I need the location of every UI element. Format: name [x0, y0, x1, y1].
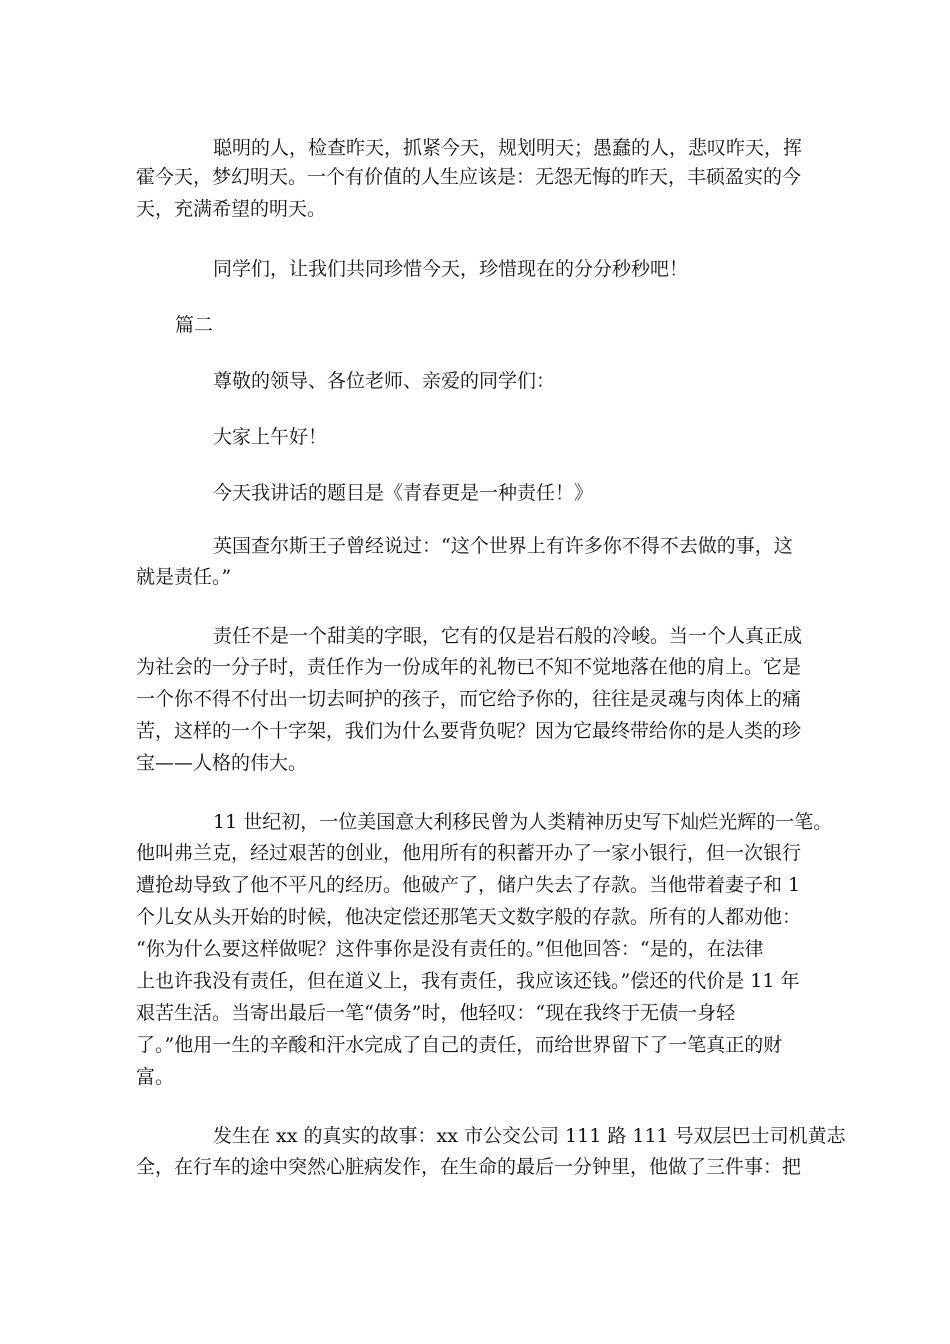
- text-line: 他叫弗兰克，经过艰苦的创业，他用所有的积蓄开办了一家小银行，但一次银行: [136, 842, 802, 864]
- text-line: 全，在行车的途中突然心脏病发作，在生命的最后一分钟里，他做了三件事：把: [136, 1156, 802, 1178]
- text-line: 艰苦生活。当寄出最后一笔“债务”时，他轻叹：“现在我终于无债一身轻: [136, 1002, 736, 1024]
- text-line: 霍今天，梦幻明天。一个有价值的人生应该是：无怨无悔的昨天，丰硕盈实的今: [136, 166, 802, 188]
- text-line: 遭抢劫导致了他不平凡的经历。他破产了，储户失去了存款。当他带着妻子和 1: [136, 874, 801, 896]
- text-line: 苦，这样的一个十字架，我们为什么要背负呢？因为它最终带给你的是人类的珍: [136, 720, 802, 742]
- text-line: 富。: [136, 1066, 175, 1088]
- text-line: 11 世纪初，一位美国意大利移民曾为人类精神历史写下灿烂光辉的一笔。: [213, 811, 833, 833]
- text-line: 了。”他用一生的辛酸和汗水完成了自己的责任，而给世界留下了一笔真正的财: [136, 1034, 783, 1056]
- text-line: 责任不是一个甜美的字眼，它有的仅是岩石般的冷峻。当一个人真正成: [213, 625, 803, 647]
- salutation: 尊敬的领导、各位老师、亲爱的同学们：: [213, 370, 556, 392]
- text-line: 同学们，让我们共同珍惜今天，珍惜现在的分分秒秒吧！: [213, 258, 689, 280]
- speech-title: 今天我讲话的题目是《青春更是一种责任！》: [213, 482, 594, 504]
- text-line: “你为什么要这样做呢？这件事你是没有责任的。”但他回答：“是的，在法律: [136, 938, 764, 960]
- text-line: 聪明的人，检查昨天，抓紧今天，规划明天；愚蠢的人，悲叹昨天，挥: [213, 137, 803, 159]
- text-line: 一个你不得不付出一切去呵护的孩子，而它给予你的，往往是灵魂与肉体上的痛: [136, 688, 802, 710]
- greeting: 大家上午好！: [213, 426, 328, 448]
- text-line: 就是责任。”: [136, 566, 232, 588]
- text-line: 英国查尔斯王子曾经说过：“这个世界上有许多你不得不去做的事，这: [213, 535, 793, 557]
- section-heading: 篇二: [175, 314, 214, 336]
- text-line: 天，充满希望的明天。: [136, 198, 327, 220]
- text-line: 为社会的一分子时，责任作为一份成年的礼物已不知不觉地落在他的肩上。它是: [136, 656, 802, 678]
- text-line: 上也许我没有责任，但在道义上，我有责任，我应该还钱。”偿还的代价是 11 年: [136, 970, 800, 992]
- text-line: 个儿女从头开始的时候，他决定偿还那笔天文数字般的存款。所有的人都劝他：: [136, 906, 802, 928]
- text-line: 宝——人格的伟大。: [136, 752, 308, 774]
- text-line: 发生在 xx 的真实的故事：xx 市公交公司 111 路 111 号双层巴士司机黄志: [213, 1125, 846, 1147]
